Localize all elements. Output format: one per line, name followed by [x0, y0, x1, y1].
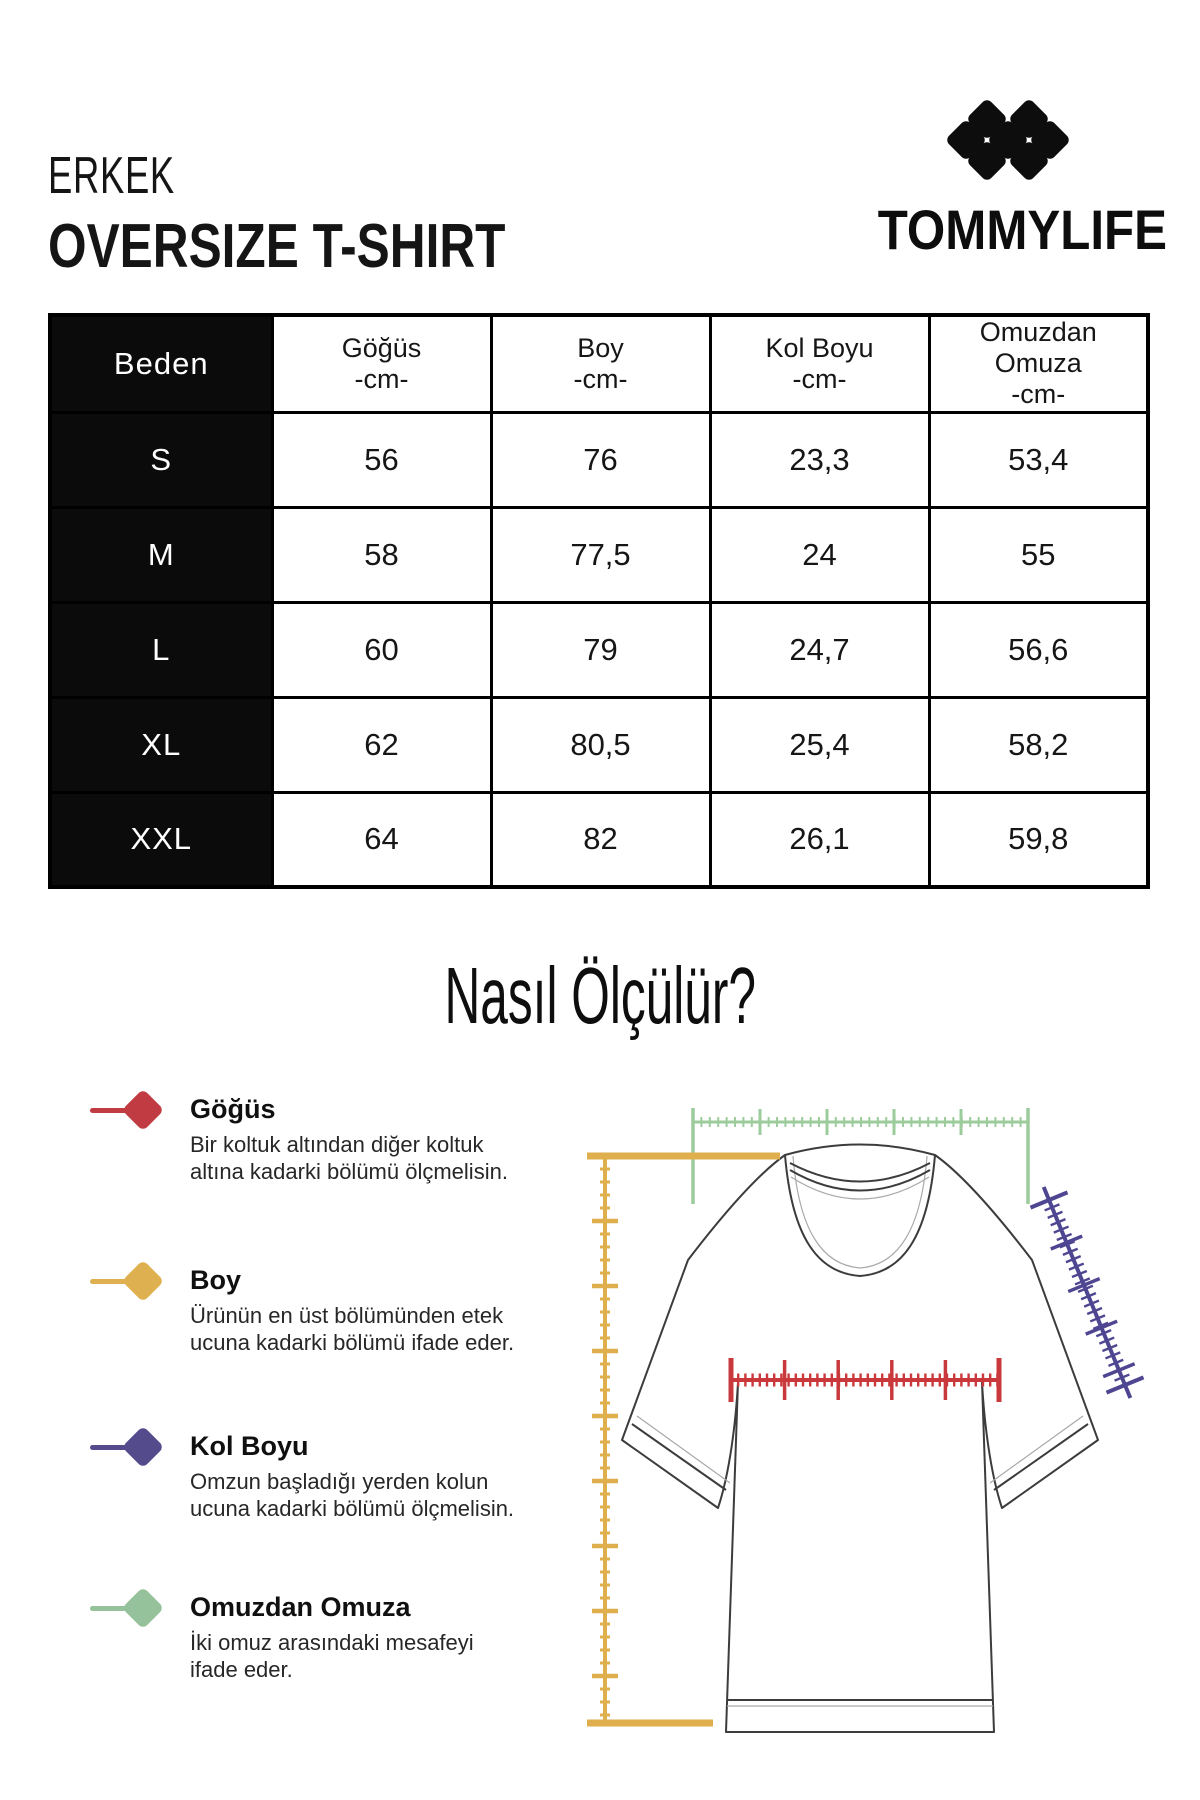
legend-title: Boy [190, 1265, 242, 1295]
col-header-gogus: Göğüs -cm- [272, 315, 491, 412]
sleeve-measure-marker [90, 1429, 178, 1465]
cell-value: 76 [491, 412, 710, 507]
col-header-beden: Beden [50, 315, 272, 412]
legend-item-kol-boyu [90, 1430, 520, 1522]
legend-description: Ürünün en üst bölümünden etek ucuna kadarki bölümü ifade eder. [190, 1303, 515, 1355]
legend-description: Bir koltuk altından diğer koltuk altına kadarki bölümü ölçmelisin. [190, 1132, 508, 1184]
table-row [50, 697, 1148, 792]
brand-name: TOMMYLIFE [877, 198, 1168, 261]
col-header-boy: Boy -cm- [491, 315, 710, 412]
cell-value: 62 [272, 697, 491, 792]
col-header-omuzdan-omuza: Omuzdan Omuza -cm- [929, 315, 1148, 412]
table-header-row [50, 315, 1148, 412]
cell-value: 59,8 [929, 792, 1148, 887]
shoulder-measure-marker [90, 1590, 178, 1626]
legend-title: Kol Boyu [190, 1431, 309, 1461]
diamond-icon [122, 1426, 164, 1468]
cell-value: 56 [272, 412, 491, 507]
length-measure-marker [90, 1263, 178, 1299]
brand-block [858, 100, 1168, 261]
cell-value: 82 [491, 792, 710, 887]
cell-value: 26,1 [710, 792, 929, 887]
cell-value: 58,2 [929, 697, 1148, 792]
sleeve-ruler [1031, 1187, 1144, 1398]
size-label: XL [50, 697, 272, 792]
tshirt-measure-diagram [540, 1060, 1160, 1760]
product-title: OVERSIZE T-SHIRT [48, 212, 506, 281]
tshirt-drawing [622, 1145, 1098, 1733]
cell-value: 60 [272, 602, 491, 697]
cell-value: 23,3 [710, 412, 929, 507]
size-label: L [50, 602, 272, 697]
legend-item-omuzdan-omuza [90, 1591, 520, 1683]
chest-ruler [731, 1358, 999, 1402]
cell-value: 64 [272, 792, 491, 887]
size-label: M [50, 507, 272, 602]
col-header-kol-boyu: Kol Boyu -cm- [710, 315, 929, 412]
legend-description: Omzun başladığı yerden kolun ucuna kadarki bölümü ölçmelisin. [190, 1469, 515, 1521]
cell-value: 80,5 [491, 697, 710, 792]
size-table [48, 313, 1150, 889]
legend-item-gogus [90, 1093, 520, 1185]
table-row [50, 412, 1148, 507]
legend-title: Göğüs [190, 1094, 276, 1124]
length-ruler [587, 1156, 780, 1723]
category-title: ERKEK [48, 147, 175, 205]
brand-logo-icon [938, 100, 1078, 184]
cell-value: 53,4 [929, 412, 1148, 507]
table-row [50, 602, 1148, 697]
cell-value: 55 [929, 507, 1148, 602]
measure-legend [90, 1093, 540, 1743]
cell-value: 24 [710, 507, 929, 602]
size-label: S [50, 412, 272, 507]
cell-value: 56,6 [929, 602, 1148, 697]
cell-value: 24,7 [710, 602, 929, 697]
table-row [50, 507, 1148, 602]
legend-description: İki omuz arasındaki mesafeyi ifade eder. [190, 1630, 474, 1682]
size-label: XXL [50, 792, 272, 887]
legend-item-boy [90, 1264, 520, 1356]
diamond-icon [122, 1260, 164, 1302]
diamond-icon [122, 1587, 164, 1629]
diamond-icon [122, 1089, 164, 1131]
chest-measure-marker [90, 1092, 178, 1128]
table-row [50, 792, 1148, 887]
page-header-titles [48, 148, 620, 280]
legend-title: Omuzdan Omuza [190, 1592, 411, 1622]
cell-value: 58 [272, 507, 491, 602]
cell-value: 79 [491, 602, 710, 697]
cell-value: 77,5 [491, 507, 710, 602]
how-to-title: Nasıl Ölçülür? [444, 951, 756, 1040]
cell-value: 25,4 [710, 697, 929, 792]
